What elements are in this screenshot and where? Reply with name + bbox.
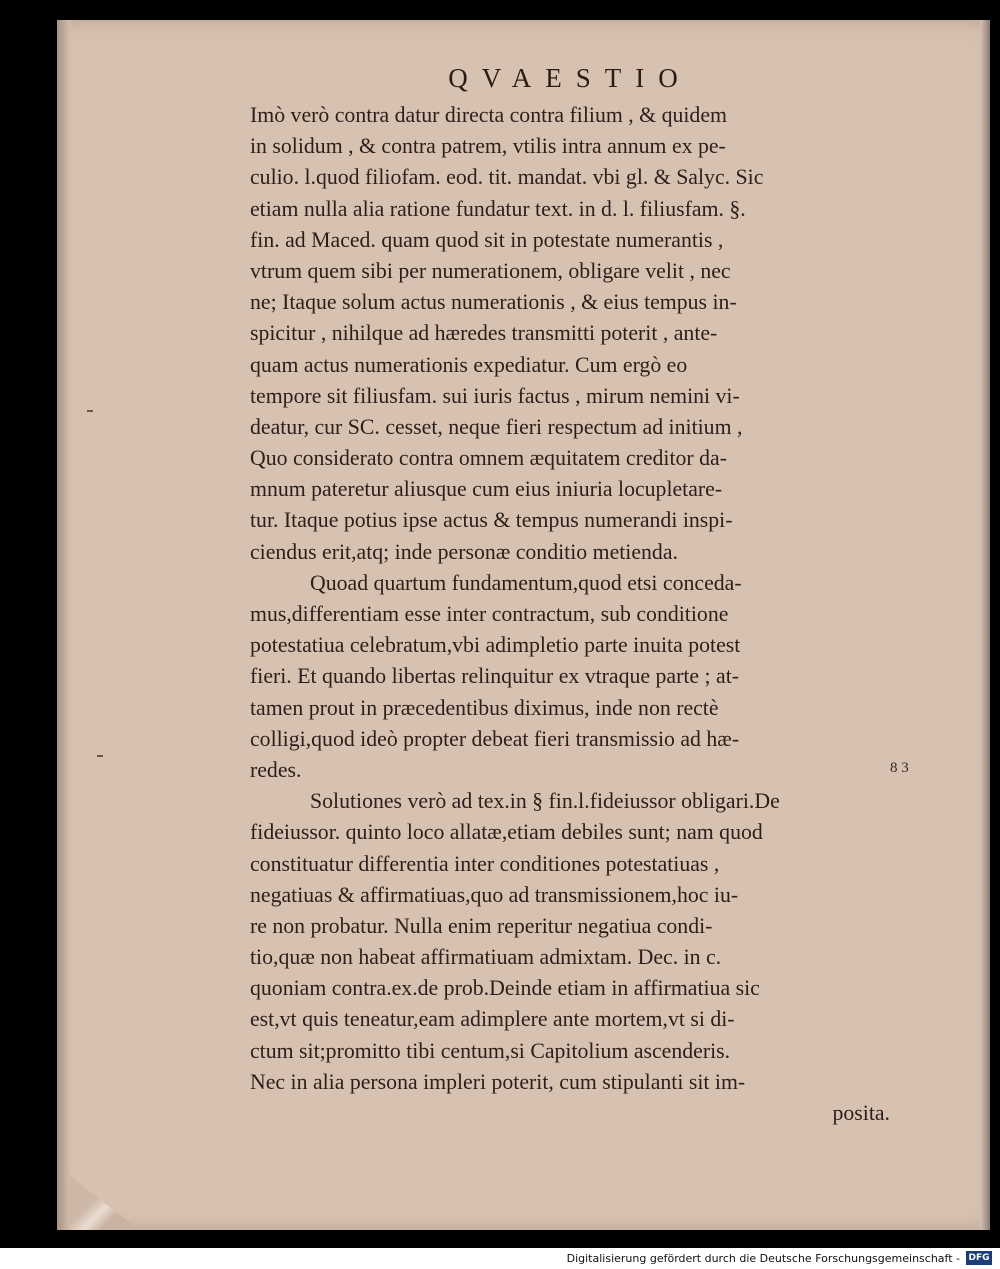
text-line: colligi,quod ideò propter debeat fieri transmissio ad hæ-	[250, 726, 740, 751]
text-line: fideiussor. quinto loco allatæ,etiam debiles sunt; nam quod	[250, 820, 763, 845]
text-line: mnum pateretur aliusque cum eius iniuria locupletare-	[250, 477, 723, 502]
text-line: etiam nulla alia ratione fundatur text. in d. l. filiusfam. §.	[250, 196, 746, 221]
text-line: negatiuas & affirmatiuas,quo ad transmissionem,hoc iu-	[250, 882, 739, 907]
text-line: mus,differentiam esse inter contractum, sub conditione	[250, 602, 729, 626]
text-line: fin. ad Maced. quam quod sit in potestate numerantis ,	[250, 227, 724, 252]
text-line: ne; Itaque solum actus numerationis , & eius tempus in-	[250, 290, 737, 315]
page-edge-shadow	[57, 20, 71, 1230]
text-line: redes.	[250, 757, 302, 782]
text-line: ciendus erit,atq; inde personæ conditio metienda.	[250, 539, 678, 564]
marginal-note: 8 3	[890, 760, 909, 776]
text-line: quam actus numerationis expediatur. Cum ergò eo	[250, 352, 688, 377]
text-line: Quoad quartum fundamentum,quod etsi conceda-	[310, 570, 742, 595]
text-line: posita.	[832, 1101, 890, 1125]
text-line: tur. Itaque potius ipse actus & tempus numerandi inspi-	[250, 508, 733, 533]
margin-mark	[87, 410, 93, 412]
text-line: in solidum , & contra patrem, vtilis intra annum ex pe-	[250, 134, 726, 159]
footer-credit: Digitalisierung gefördert durch die Deutsche Forschungsgemeinschaft -	[566, 1252, 960, 1265]
text-line: deatur, cur SC. cesset, neque fieri respectum ad initium ,	[250, 414, 743, 439]
text-line: tempore sit filiusfam. sui iuris factus , mirum nemini vi-	[250, 383, 740, 408]
page-corner-fold	[69, 1175, 139, 1230]
text-line: ctum sit;promitto tibi centum,si Capitolium ascenderis.	[250, 1038, 731, 1063]
text-line: potestatiua celebratum,vbi adimpletio parte inuita potest	[250, 633, 741, 658]
text-line: Nec in alia persona impleri poterit, cum stipulanti sit im-	[250, 1069, 746, 1094]
page-edge-shadow	[980, 20, 990, 1230]
text-line: constituatur differentia inter conditiones potestatiuas ,	[250, 851, 720, 876]
text-line: culio. l.quod filiofam. eod. tit. mandat. vbi gl. & Salyc. Sic	[250, 165, 764, 190]
text-line: spicitur , nihilque ad hæredes transmitti poterit , ante-	[250, 321, 718, 346]
text-line: est,vt quis teneatur,eam adimplere ante mortem,vt si di-	[250, 1007, 735, 1032]
body-text	[250, 100, 900, 1129]
text-line: Quo considerato contra omnem æquitatem creditor da-	[250, 446, 727, 471]
running-head: QVAESTIO	[448, 63, 692, 93]
dfg-logo: DFG	[966, 1251, 992, 1265]
text-line: tamen prout in præcedentibus diximus, inde non rectè	[250, 695, 719, 720]
text-line: Solutiones verò ad tex.in § fin.l.fideiussor obligari.De	[310, 789, 780, 814]
margin-mark	[97, 755, 103, 757]
text-line: quoniam contra.ex.de prob.Deinde etiam in affirmatiua sic	[250, 976, 760, 1001]
text-line: vtrum quem sibi per numerationem, obligare velit , nec	[250, 258, 731, 283]
text-line: fieri. Et quando libertas relinquitur ex vtraque parte ; at-	[250, 664, 740, 689]
text-line: re non probatur. Nulla enim reperitur negatiua condi-	[250, 913, 713, 938]
text-line: tio,quæ non habeat affirmatiuam admixtam. Dec. in c.	[250, 945, 722, 970]
text-line: Imò verò contra datur directa contra filium , & quidem	[250, 103, 727, 127]
